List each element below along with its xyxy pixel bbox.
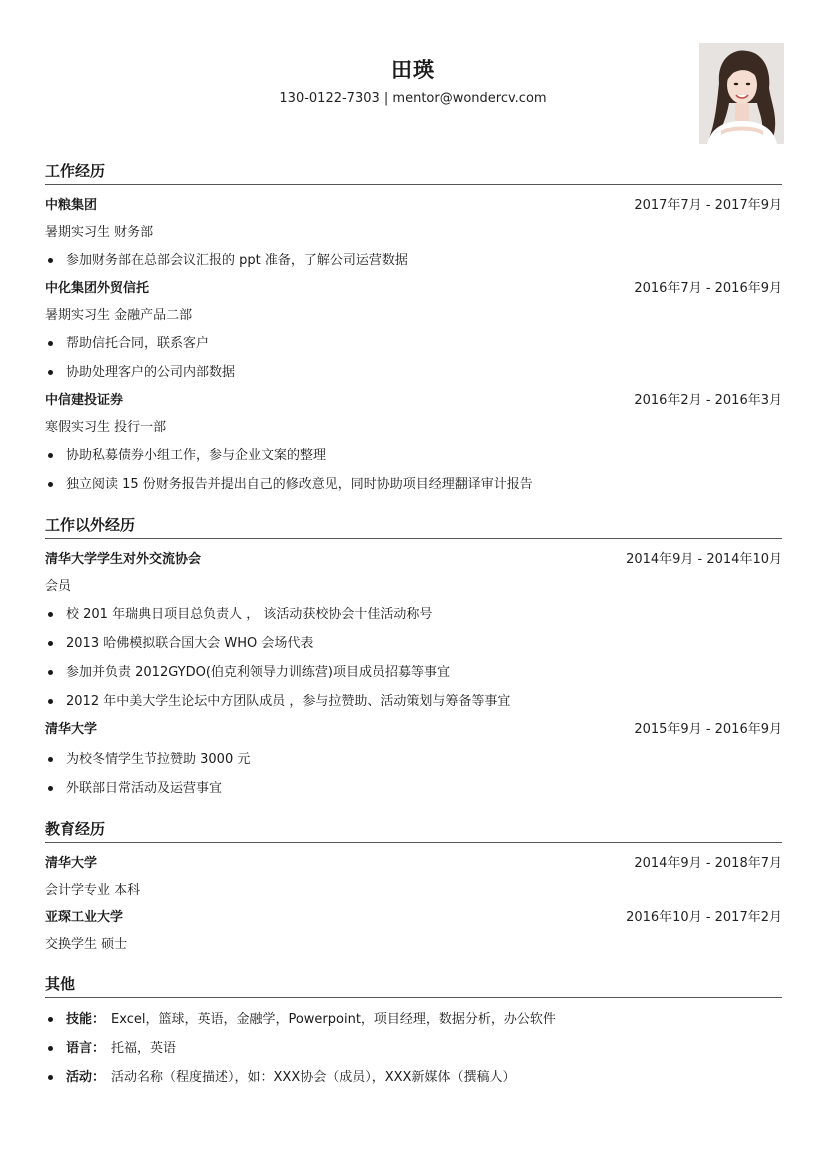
list-item [45,745,782,774]
entry-header [45,716,782,743]
role: 寒假实习生 投行一部 [45,420,167,435]
list-item [45,246,782,275]
date-range: 2016年10月 - 2017年2月 [626,910,782,925]
organization-name: 中信建投证券 [45,393,124,408]
section-title: 教育经历 [45,816,782,843]
bullet-list [45,1005,782,1092]
date-range: 2016年2月 - 2016年3月 [634,393,782,408]
candidate-name: 田瑛 [391,58,435,82]
date-range: 2016年7月 - 2016年9月 [634,281,782,296]
list-item-text: 2013 哈佛模拟联合国大会 WHO 会场代表 [66,636,314,651]
section-education [45,816,782,958]
list-item-text: 独立阅读 15 份财务报告并提出自己的修改意见，同时协助项目经理翻译审计报告 [66,477,533,492]
entry-header [45,850,782,877]
list-item [45,658,782,687]
degree: 交换学生 硕士 [45,937,128,952]
list-item-text: 参加并负责 2012GYDO(伯克利领导力训练营)项目成员招募等事宜 [66,665,450,680]
entry-header [45,546,782,573]
list-item-text: 外联部日常活动及运营事宜 [66,781,223,796]
date-range: 2015年9月 - 2016年9月 [634,722,782,737]
list-item [45,358,782,387]
item-text: Excel，篮球，英语，金融学，Powerpoint，项目经理，数据分析，办公软件 [111,1012,556,1027]
list-item [45,600,782,629]
item-label: 语言： [66,1041,106,1056]
bullet-icon [48,699,53,704]
list-item [45,329,782,358]
bullet-icon [48,612,53,617]
list-item-text: 帮助信托合同，联系客户 [66,336,210,351]
list-item [45,1034,782,1063]
section-other [45,971,782,1092]
bullet-icon [48,453,53,458]
bullet-icon [48,641,53,646]
item-label: 活动： [66,1070,106,1085]
organization-name: 清华大学学生对外交流协会 [45,552,202,567]
list-item [45,441,782,470]
bullet-icon [48,482,53,487]
list-item-text: 协助处理客户的公司内部数据 [66,365,236,380]
bullet-list [45,329,782,387]
entry-header [45,275,782,302]
role: 暑期实习生 财务部 [45,225,154,240]
section-title: 工作以外经历 [45,512,782,539]
date-range: 2014年9月 - 2014年10月 [626,552,782,567]
bullet-icon [48,258,53,263]
section-title: 其他 [45,971,782,998]
bullet-icon [48,1075,53,1080]
date-range: 2017年7月 - 2017年9月 [634,198,782,213]
item-text: 活动名称（程度描述），如：XXX协会（成员），XXX新媒体（撰稿人） [111,1070,516,1085]
bullet-list [45,745,782,803]
list-item-text: 参加财务部在总部会议汇报的 ppt 准备，了解公司运营数据 [66,253,408,268]
bullet-list [45,441,782,499]
date-range: 2014年9月 - 2018年7月 [634,856,782,871]
bullet-list [45,246,782,275]
section-work-experience [45,158,782,499]
contact-info: 130-0122-7303 | mentor@wondercv.com [279,91,547,106]
bullet-icon [48,786,53,791]
section-title: 工作经历 [45,158,782,185]
item-label: 技能： [66,1012,106,1027]
item-text: 托福，英语 [111,1041,177,1056]
organization-name: 清华大学 [45,722,98,737]
organization-name: 中化集团外贸信托 [45,281,150,296]
list-item [45,629,782,658]
bullet-icon [48,341,53,346]
list-item [45,774,782,803]
entry-header [45,192,782,219]
bullet-icon [48,670,53,675]
school-name: 亚琛工业大学 [45,910,124,925]
role: 会员 [45,579,72,594]
school-name: 清华大学 [45,856,98,871]
entry-header [45,904,782,931]
list-item-text: 为校冬情学生节拉赞助 3000 元 [66,752,251,767]
resume-body [45,158,782,1105]
list-item-text: 协助私募债券小组工作，参与企业文案的整理 [66,448,327,463]
bullet-icon [48,1017,53,1022]
entry-header [45,387,782,414]
list-item [45,470,782,499]
bullet-icon [48,757,53,762]
list-item [45,687,782,716]
resume-header [0,0,826,150]
role: 暑期实习生 金融产品二部 [45,308,193,323]
section-extracurricular [45,512,782,803]
list-item-text: 2012 年中美大学生论坛中方团队成员 ，参与拉赞助、活动策划与筹备等事宜 [66,694,511,709]
profile-photo [699,43,784,144]
list-item-text: 校 201 年瑞典日项目总负责人 ， 该活动获校协会十佳活动称号 [66,607,433,622]
bullet-list [45,600,782,716]
bullet-icon [48,370,53,375]
organization-name: 中粮集团 [45,198,98,213]
bullet-icon [48,1046,53,1051]
list-item [45,1005,782,1034]
list-item [45,1063,782,1092]
degree: 会计学专业 本科 [45,883,141,898]
